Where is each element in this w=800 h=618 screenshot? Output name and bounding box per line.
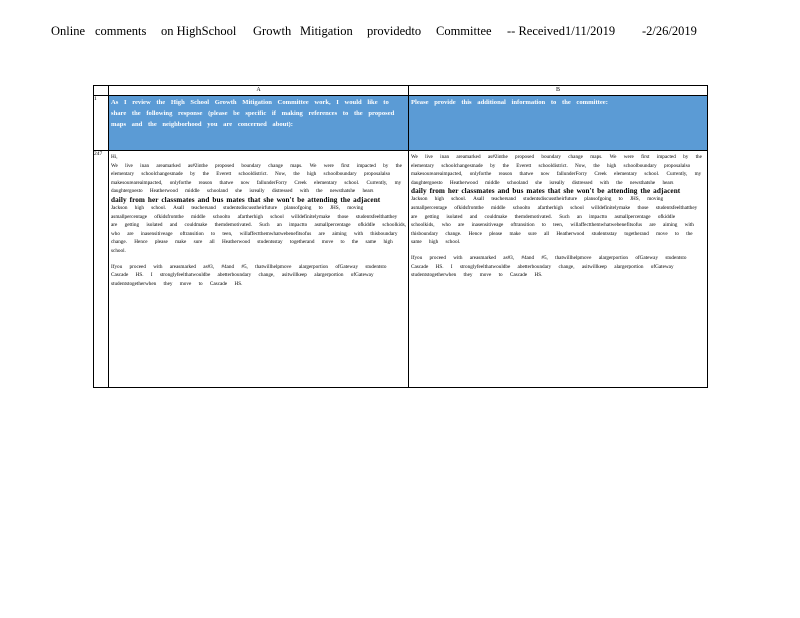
comment-paragraph: daily from her classmates and bus mates that she won't be attending the adjacent (111, 195, 381, 204)
column-header-row (94, 86, 708, 96)
table-row (94, 151, 708, 388)
comment-paragraph: Hi, (111, 154, 118, 160)
title-word: comments (95, 24, 147, 38)
header-cell-a (109, 96, 409, 151)
header-text-a: As I review the High School Growth Mitigation Committee work, I would like to share the following response (please be specific if making references to the proposed maps and the neighborhood you are concerned about): (111, 99, 395, 129)
column-header-b: B (409, 86, 708, 96)
column-header-a: A (109, 86, 409, 96)
row-number: 247 (94, 151, 109, 388)
spreadsheet-table (93, 85, 708, 388)
comment-cell-a (109, 151, 409, 388)
title-word: Mitigation (300, 24, 353, 38)
comment-paragraph: Jackson high school. Asall teachersand studentsdiscusstheirfuture plansofgoing to JHS, moving asmallpercentage ofkidsfromthe middle schoolto afartherhigh school willdefinitelymake those studentsfeelthatthey are getting isolated and couldmake themdemotivated. Such an impactto asmallpercentage ofkiddle schoolkids, who are inasensitiveage oftransition to teen, willaffectthemwhatwebenefitsofus are aiming with thisboundary change. Hence please make sure all Heatherwood studentsstay togetherand move to the same high school. (411, 196, 698, 246)
header-text-b: Please provide this additional information to the committee: (411, 99, 608, 106)
comment-paragraph: Ifyou proceed with areasmarked as#3, #4and #5, thatwillhelpmove alargerportion ofGateway studentsto Cascade HS. I stronglyfeelthatwouldbe abetterboundary change, asitwillkeep alargerportion ofGateway studentstogetherwhen they move to Cascade HS. (111, 263, 387, 287)
row-number: 1 (94, 96, 109, 151)
comment-paragraph: Ifyou proceed with areasmarked as#3, #4and #5, thatwillhelpmove alargerportion ofGateway studentsto Cascade HS. I stronglyfeelthatwouldbe abetterboundary change, asitwillkeep alargerportion ofGateway studentstogetherwhen they move to Cascade HS. (411, 254, 687, 279)
title-word: on HighSchool (161, 24, 237, 38)
title-word: -- Received1/11/2019 (507, 24, 616, 38)
corner-cell (94, 86, 109, 96)
comment-paragraph: Jackson high school. Asall teachersand studentsdiscusstheirfuture plansofgoing to JHS, moving asmallpercentage ofkidsfromthe middle schoolto afartherhigh school willdefinitelymake those studentsfeelthatthey are getting isolated and couldmake themdemotivated. Such an impactto asmallpercentage ofkiddle schoolkids, who are inasensitiveage oftransition to teen, willaffectthemwhatwebenefitsofus are aiming with thisboundary change. Hence please make sure all Heatherwood studentsstay togetherand move to the same high school. (111, 204, 406, 254)
comment-cell-b (409, 151, 708, 388)
header-cell-b (409, 96, 708, 151)
title-word: providedto (367, 24, 422, 38)
comment-paragraph: We live inan areamarked as#2inthe proposed boundary change maps. We were first impacted by the elementary schoolchangesmade by the Everett schooldistrict. Now, the high schoolboundary proposalalso makesoureareaimpacted, onlyforthe reason thatwe now fallunderForry Creek elementary school. Currently, my daughtergoesto Heatherwood middle schooland she isreally distressed with the newsthatshe hears (411, 154, 702, 186)
comment-paragraph: daily from her classmates and bus mates that she won't be attending the adjacent (411, 187, 681, 196)
title-word: -2/26/2019 (642, 24, 697, 38)
table-row (94, 96, 708, 151)
title-word: Online (51, 24, 86, 38)
title-word: Growth (253, 24, 292, 38)
title-word: Committee (436, 24, 492, 38)
comment-paragraph: We live inan areamarked as#2inthe proposed boundary change maps. We were first impacted by the elementary schoolchangesmade by the Everett schooldistrict. Now, the high schoolboundary proposalalso makesoureareaimpacted, onlyforthe reason thatwe now fallunderForry Creek elementary school. Currently, my daughtergoesto Heatherwood middle schooland she isreally distressed with the newsthatshe hears (111, 162, 402, 195)
